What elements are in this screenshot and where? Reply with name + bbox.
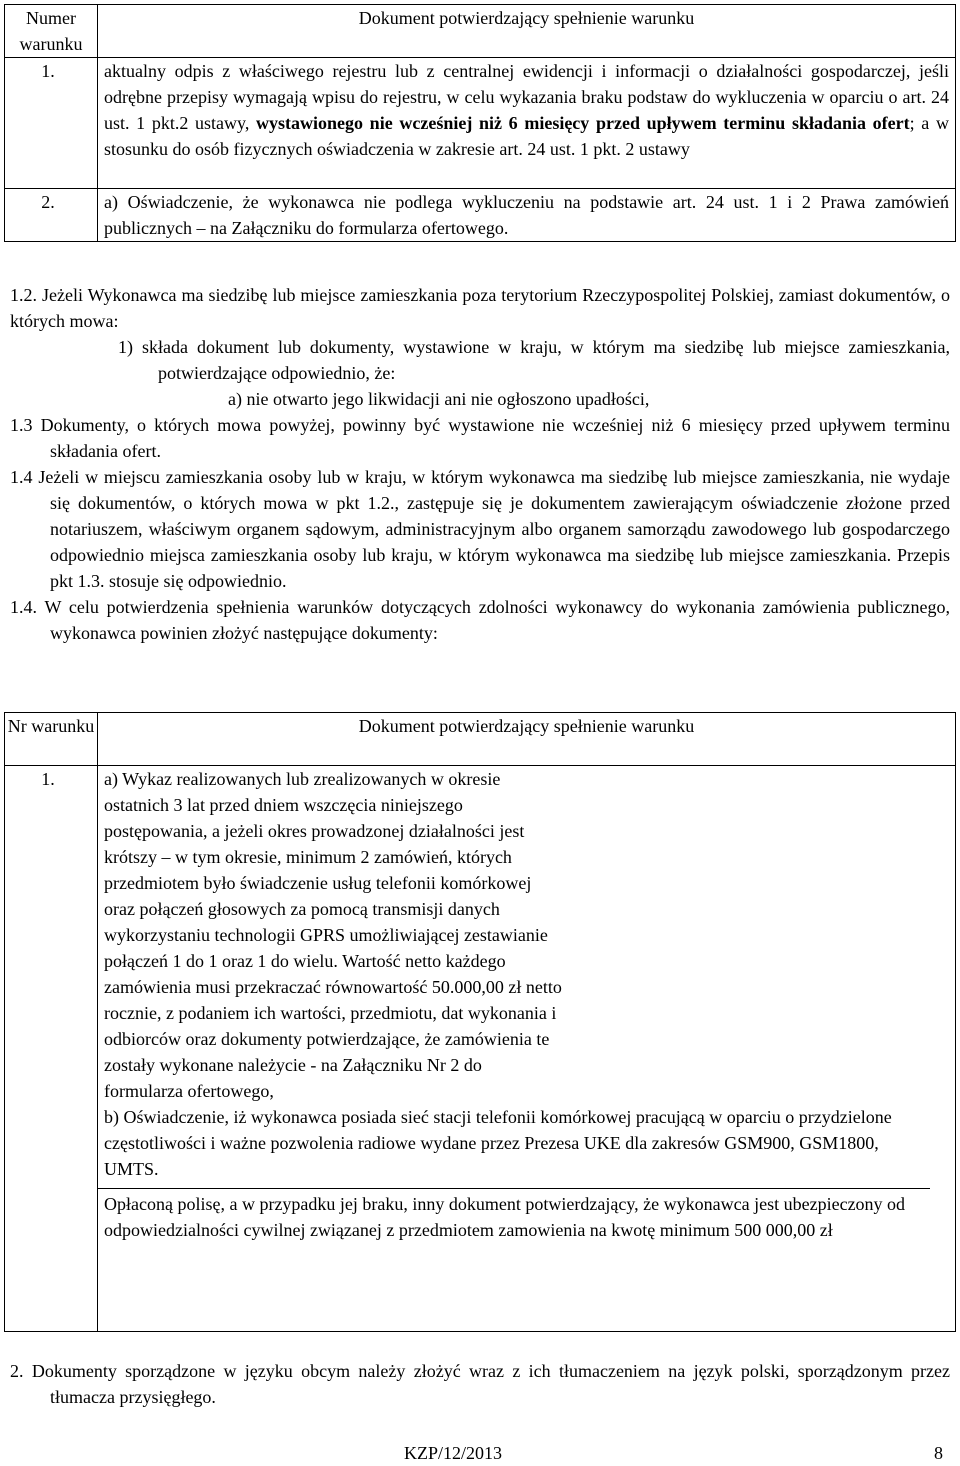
item-b xyxy=(98,1104,930,1182)
header-condition-number: Numer warunku xyxy=(5,5,98,58)
paragraph-1-4-dot: 1.4. W celu potwierdzenia spełnienia warunków dotyczących zdolności wykonawcy do wykonania zamówienia publicznego, wykonawca powinien złożyć następujące dokumenty: xyxy=(10,597,950,643)
header-document: Dokument potwierdzający spełnienie warunku xyxy=(98,5,956,58)
table-row xyxy=(5,766,956,1332)
header-document: Dokument potwierdzający spełnienie warunku xyxy=(98,713,956,766)
table-header-row xyxy=(5,5,956,58)
page-number: 8 xyxy=(934,1443,943,1463)
item-c xyxy=(97,1188,930,1243)
header-condition-number: Nr warunku xyxy=(5,713,98,766)
row-text xyxy=(98,766,956,1332)
paragraph-1-2: 1.2. Jeżeli Wykonawca ma siedzibę lub miejsce zamieszkania poza terytorium Rzeczypospolitej Polskiej, zamiast dokumentów, o których mowa: xyxy=(10,285,950,331)
document-code: KZP/12/2013 xyxy=(404,1443,503,1463)
paragraph-1-3: 1.3 Dokumenty, o których mowa powyżej, powinny być wystawione nie wcześniej niż 6 miesięcy przed upływem terminu składania ofert. xyxy=(10,415,950,461)
item-a-text: a) Wykaz realizowanych lub zrealizowanych w okresie ostatnich 3 lat przed dniem wszczęcia niniejszego postępowania, a jeżeli okres prowadzonej działalności jest krótszy – w tym okresie, minimum 2 zamówień, których przedmiotem było świadczenie usług telefonii komórkowej oraz połączeń głosowych za pomocą transmisji danych wykorzystaniu technologii GPRS umożliwiającej zestawianie połączeń 1 do 1 oraz 1 do wielu. Wartość netto każdego zamówienia musi przekraczać równowartość 50.000,00 zł netto rocznie, z podaniem ich wartości, przedmiotu, dat wykonania i odbiorców oraz dokumenty potwierdzające, że zamówienia te zostały wykonane należycie - na Załączniku Nr 2 do formularza ofertowego, xyxy=(104,769,562,1101)
row-text-part2: ; a w stosunku do osób fizycznych oświadczenia w zakresie art. 24 ust. 1 pkt. 2 ustawy xyxy=(104,113,949,159)
item-b-text: b) Oświadczenie, iż wykonawca posiada sieć stacji telefonii komórkowej pracującą w oparciu o przydzielone częstotliwości i ważne pozwolenia radiowe wydane przez Prezesa UKE dla zakresów GSM900, GSM1800, UMTS. xyxy=(104,1107,892,1179)
row-text-part1: aktualny odpis z właściwego rejestru lub z centralnej ewidencji i informacji o działalności gospodarczej, jeśli odrębne przepisy wymagają wpisu do rejestru, w celu wykazania braku podstaw do wykluczenia w oparciu o art. 24 ust. 1 pkt.2 ustawy, xyxy=(104,61,949,133)
conditions-table-1 xyxy=(4,4,956,242)
table-row xyxy=(5,58,956,189)
item-a xyxy=(98,766,570,1104)
paragraph-1-2-item-1a: a) nie otwarto jego likwidacji ani nie ogłoszono upadłości, xyxy=(228,389,650,409)
row-number: 2. xyxy=(5,189,98,242)
table-header-row xyxy=(5,713,956,766)
section-requirements xyxy=(10,282,950,646)
paragraph-2: 2. Dokumenty sporządzone w języku obcym należy złożyć wraz z ich tłumaczeniem na język polski, sporządzonym przez tłumacza przysięgłego. xyxy=(10,1361,950,1407)
paragraph-1-2-item-1: 1) składa dokument lub dokumenty, wystawione w kraju, w którym ma siedzibę lub miejsce zamieszkania, potwierdzające odpowiednio, że: xyxy=(118,337,950,383)
conditions-table-2 xyxy=(4,712,956,1332)
row-number: 1. xyxy=(5,58,98,189)
row-number: 1. xyxy=(5,766,98,1332)
paragraph-1-4: 1.4 Jeżeli w miejscu zamieszkania osoby lub w kraju, w którym wykonawca ma siedzibę lub miejsce zamieszkania, nie wydaje się dokumentów, o których mowa w pkt 1.2., zastępuje się je dokumentem zawierającym oświadczenie złożone przed notariuszem, właściwym organem sądowym, administracyjnym albo organem samorządu zawodowego lub gospodarczego odpowiednio miejsca zamieszkania osoby lub kraju, w którym wykonawca ma siedzibę lub miejsce zamieszkania. Przepis pkt 1.3. stosuje się odpowiednio. xyxy=(10,467,950,591)
row-text xyxy=(98,58,956,189)
row-text: a) Oświadczenie, że wykonawca nie podlega wykluczeniu na podstawie art. 24 ust. 1 i 2 Prawa zamówień publicznych – na Załączniku do formularza ofertowego. xyxy=(98,189,956,242)
row-text-bold: wystawionego nie wcześniej niż 6 miesięcy przed upływem terminu składania ofert xyxy=(256,113,910,133)
table-row xyxy=(5,189,956,242)
item-c-text: Opłaconą polisę, a w przypadku jej braku, inny dokument potwierdzający, że wykonawca jest ubezpieczony od odpowiedzialności cywilnej związanej z przedmiotem zamowienia na kwotę minimum 500 000,00 zł xyxy=(104,1194,906,1240)
